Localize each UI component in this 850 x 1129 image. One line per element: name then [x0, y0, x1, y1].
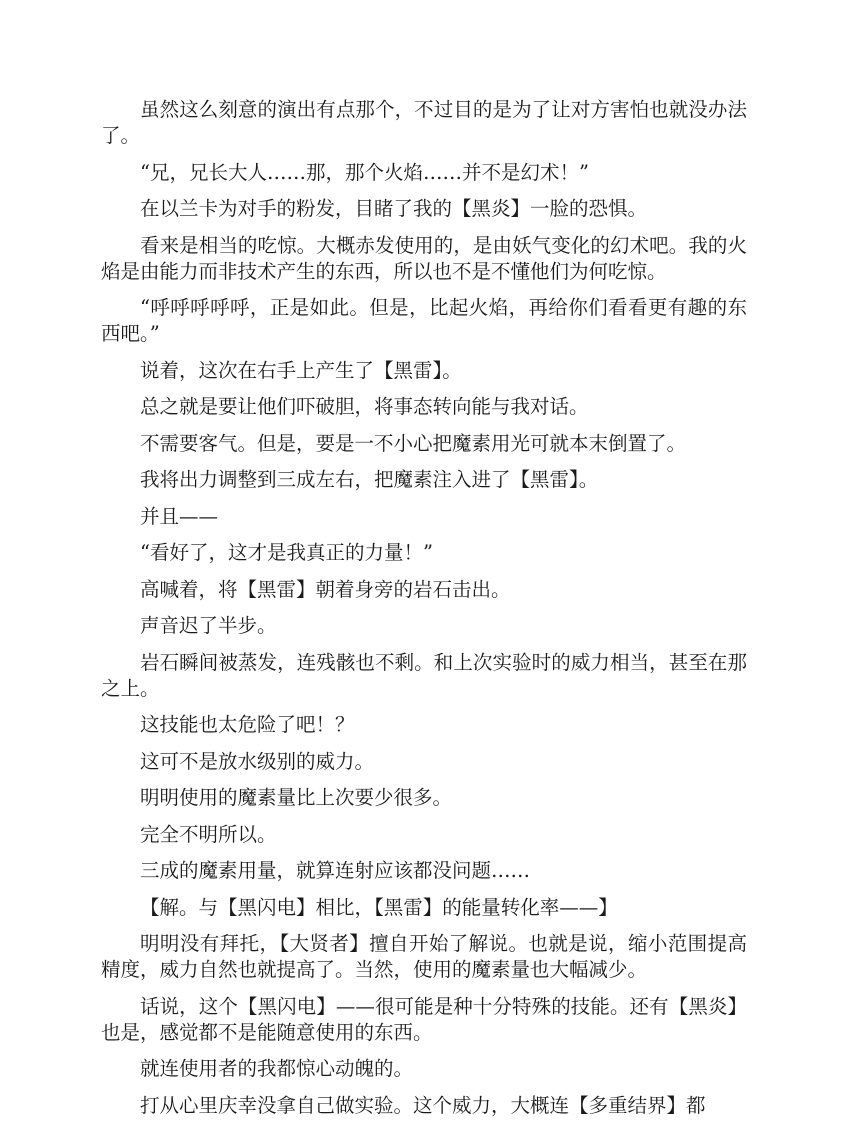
paragraph: 打从心里庆幸没拿自己做实验。这个威力，大概连【多重结界】都: [140, 1093, 706, 1117]
paragraph: 三成的魔素用量，就算连射应该都没问题……: [140, 859, 531, 882]
paragraph: “呼呼呼呼呼，正是如此。但是，比起火焰，再给你们看看更有趣的东西吧。”: [101, 296, 747, 345]
paragraph: “兄，兄长大人……那，那个火焰……并不是幻术！”: [140, 160, 589, 184]
paragraph: 岩石瞬间被蒸发，连残骸也不剩。和上次实验时的威力相当，甚至在那之上。: [101, 650, 747, 700]
paragraph: 这技能也太危险了吧！？: [140, 713, 355, 736]
paragraph: 高喊着，将【黑雷】朝着身旁的岩石击出。: [140, 577, 511, 601]
paragraph: 并且——: [140, 504, 219, 528]
paragraph: 说着，这次在右手上产生了【黑雷】。: [140, 358, 462, 382]
paragraph: 我将出力调整到三成左右，把魔素注入进了【黑雷】。: [140, 468, 599, 491]
document-page: [101, 97, 747, 1129]
paragraph: 话说，这个【黑闪电】——很可能是种十分特殊的技能。还有【黑炎】也是，感觉都不是能随意使用的东西。: [101, 994, 747, 1044]
paragraph: 就连使用者的我都惊心动魄的。: [140, 1057, 414, 1080]
paragraph: 明明没有拜托，【大贤者】擅自开始了解说。也就是说，缩小范围提高精度，威力自然也就提高了。当然，使用的魔素量也大幅减少。: [101, 932, 747, 981]
paragraph: 【解。与【黑闪电】相比，【黑雷】的能量转化率——】: [140, 895, 618, 919]
paragraph: “看好了，这才是我真正的力量！”: [140, 541, 433, 564]
paragraph: 看来是相当的吃惊。大概赤发使用的，是由妖气变化的幻术吧。我的火焰是由能力而非技术产生的东西，所以也不是不懂他们为何吃惊。: [101, 233, 747, 283]
paragraph: 完全不明所以。: [140, 822, 277, 846]
paragraph: 在以兰卡为对手的粉发，目睹了我的【黑炎】一脸的恐惧。: [140, 197, 648, 220]
paragraph: 这可不是放水级别的威力。: [140, 749, 375, 773]
paragraph: 明明使用的魔素量比上次要少很多。: [140, 786, 453, 809]
paragraph: 虽然这么刻意的演出有点那个，不过目的是为了让对方害怕也就没办法了。: [101, 98, 747, 147]
paragraph: 总之就是要让他们吓破胆，将事态转向能与我对话。: [140, 395, 589, 418]
paragraph: 不需要客气。但是，要是一不小心把魔素用光可就本末倒置了。: [140, 431, 687, 455]
paragraph: 声音迟了半步。: [140, 614, 277, 637]
